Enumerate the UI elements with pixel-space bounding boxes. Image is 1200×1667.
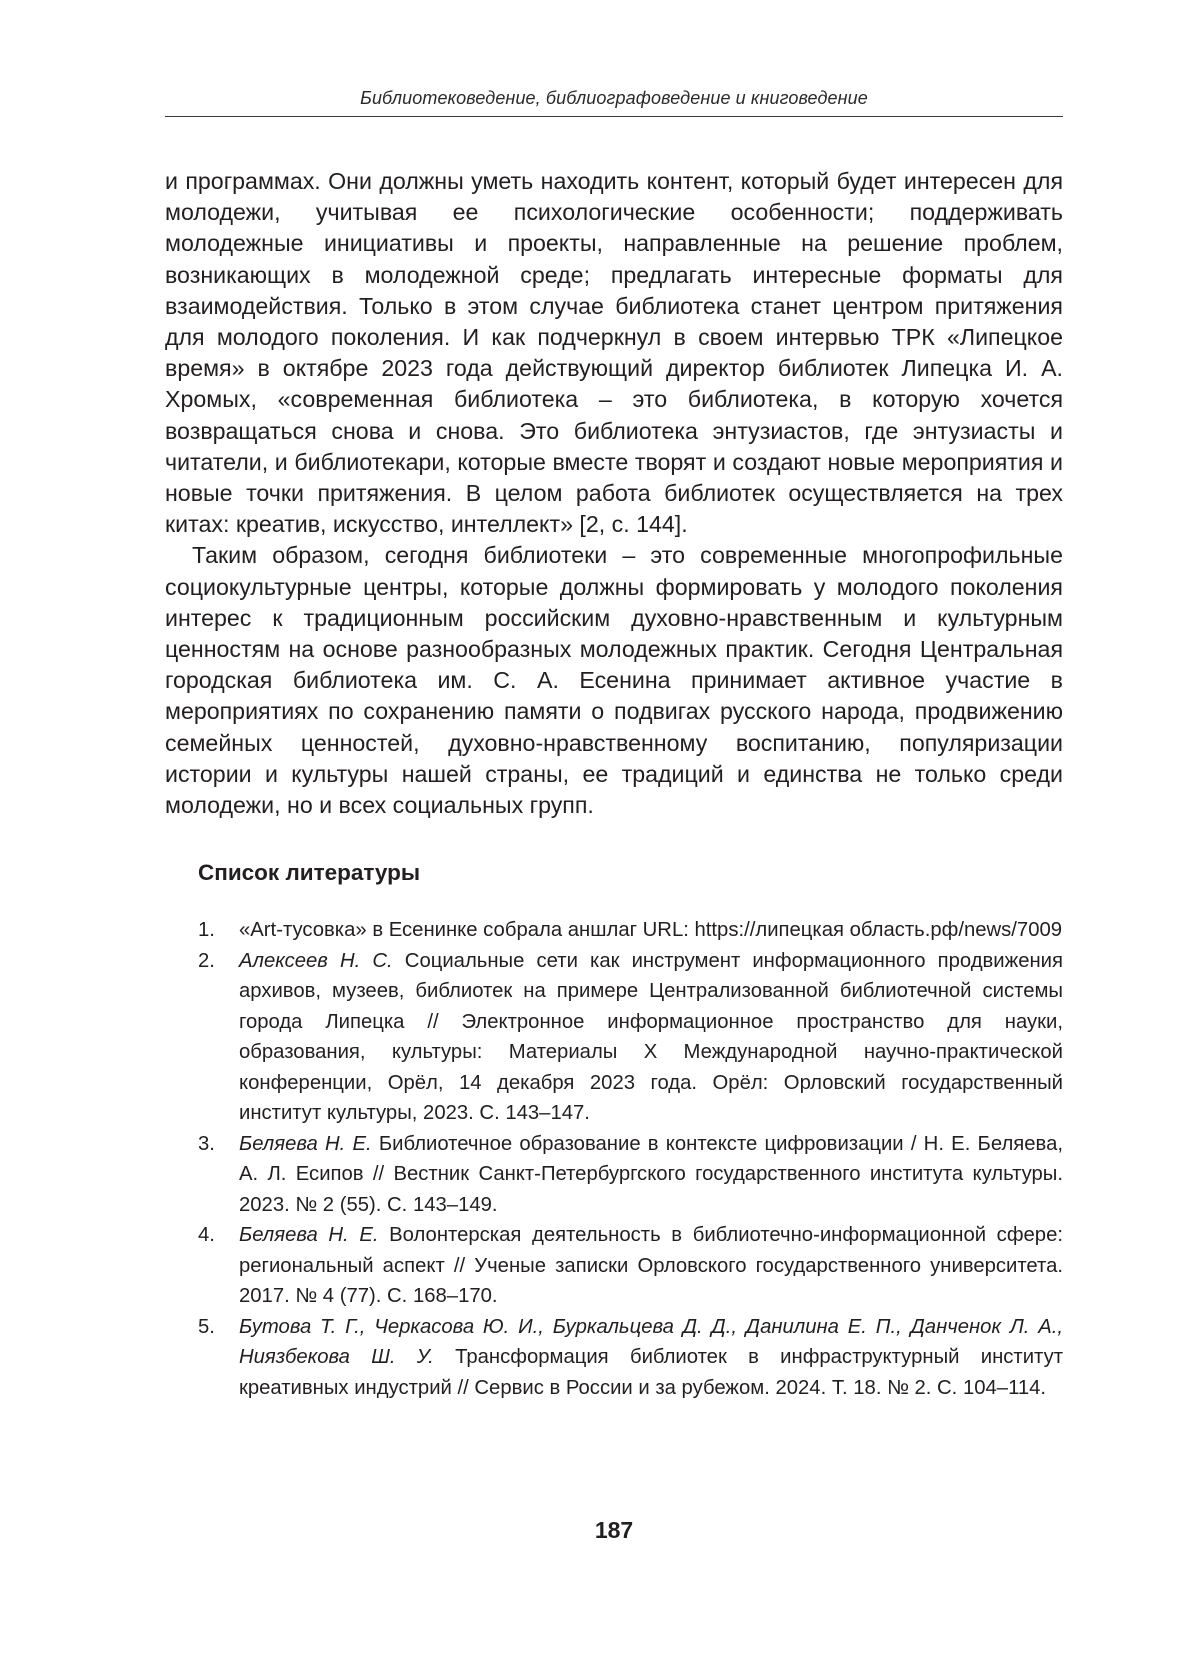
page-number: 187 (594, 1517, 634, 1543)
reference-item (198, 1312, 1063, 1404)
reference-text: Трансформация библиотек в инфраструктурный институт креативных индустрий // Сервис в России и за рубежом. 2024. Т. 18. № 2. С. 104–114. (239, 1346, 1063, 1399)
reference-author: Бутова Т. Г., Черкасова Ю. И., Буркальцева Д. Д., Данилина Е. П., Данченок Л. А., Ниязбекова Ш. У. (239, 1315, 1063, 1368)
reference-item (198, 1220, 1063, 1312)
reference-text: Волонтерская деятельность в библиотечно-информационной сфере: региональный аспект // Ученые записки Орловского государственного университета. 2017. № 4 (77). С. 168–170. (239, 1224, 1063, 1307)
reference-author: Алексеев Н. С. (239, 949, 393, 972)
reference-item (198, 1129, 1063, 1221)
references-list (198, 915, 1063, 1403)
reference-number: 1. (198, 919, 215, 941)
reference-text: Социальные сети как инструмент информационного продвижения архивов, музеев, библиотек на примере Централизованной библиотечной системы города Липецка // Электронное информационное пространство для науки, образования, культуры: Материалы X Международной научно-практической конференции, Орёл, 14 декабря 2023 года. Орёл: Орловский государственный институт культуры, 2023. С. 143–147. (239, 949, 1063, 1124)
running-header: Библиотековедение, библиографоведение и книговедение (360, 88, 868, 108)
header-rule (165, 116, 1063, 117)
reference-text: «Art-тусовка» в Есенинке собрала аншлаг URL: https://липецкая область.рф/news/7009 (239, 919, 1063, 941)
reference-author: Беляева Н. Е. (239, 1132, 372, 1155)
paragraph: Таким образом, сегодня библиотеки – это современные многопрофильные социокультурные центры, которые должны формировать у молодого поколения интерес к традиционным российским духовно-нравственным и культурным ценностям на основе разнообразных молодежных практик. Сегодня Центральная городская библиотека им. С. А. Есенина принимает активное участие в мероприятиях по сохранению памяти о подвигах русского народа, продвижению семейных ценностей, духовно-нравственному воспитанию, популяризации истории и культуры нашей страны, ее традиций и единства не только среди молодежи, но и всех социальных групп. (165, 542, 1063, 819)
reference-text: Библиотечное образование в контексте цифровизации / Н. Е. Беляева, А. Л. Есипов // Вестник Санкт-Петербургского государственного института культуры. 2023. № 2 (55). С. 143–149. (239, 1132, 1063, 1216)
reference-number: 4. (198, 1224, 215, 1246)
reference-item (198, 915, 1063, 946)
reference-number: 2. (198, 949, 215, 972)
reference-author: Беляева Н. Е. (239, 1224, 379, 1246)
paragraph: и программах. Они должны уметь находить контент, который будет интересен для молодежи, учитывая ее психологические особенности; поддерживать молодежные инициативы и проекты, направленные на решение проблем, возникающих в молодежной среде; предлагать интересные форматы для взаимодействия. Только в этом случае библиотека станет центром притяжения для молодого поколения. И как подчеркнул в своем интервью ТРК «Липецкое время» в октябре 2023 года действующий директор библиотек Липецка И. А. Хромых, «современная библиотека – это библиотека, в которую хочется возвращаться снова и снова. Это библиотека энтузиастов, где энтузиасты и читатели, и библиотекари, которые вместе творят и создают новые мероприятия и новые точки притяжения. В целом работа библиотек осуществляется на трех китах: креатив, искусство, интеллект» [2, с. 144]. (165, 168, 1063, 538)
document-page (165, 0, 1063, 1667)
references-heading: Список литературы (198, 860, 421, 885)
reference-item (198, 946, 1063, 1129)
reference-number: 5. (198, 1315, 215, 1338)
main-text (165, 166, 1063, 821)
reference-number: 3. (198, 1132, 215, 1155)
